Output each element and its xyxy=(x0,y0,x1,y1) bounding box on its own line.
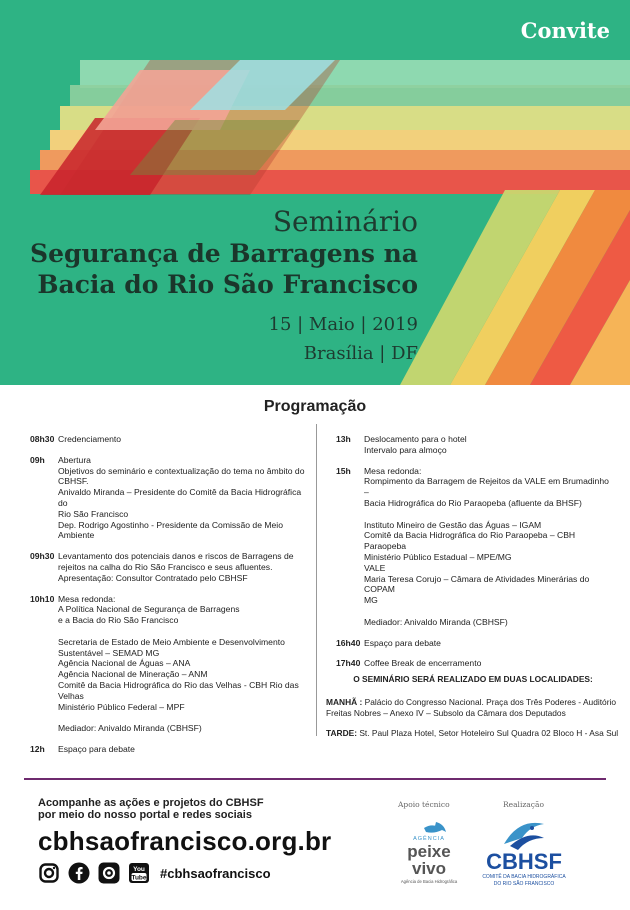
schedule-line: Coffee Break de encerramento xyxy=(364,658,482,669)
morning-label: MANHÃ : xyxy=(326,696,363,707)
schedule-entry xyxy=(336,466,616,628)
schedule-line: Apresentação: Consultor Contratado pelo CBHSF xyxy=(58,572,248,583)
schedule-line: e a Bacia do Rio São Francisco xyxy=(58,615,179,626)
schedule-line: Rio São Francisco xyxy=(58,508,129,519)
schedule-time: 09h xyxy=(30,454,45,465)
schedule-time: 16h40 xyxy=(336,637,361,648)
schedule-time: 17h40 xyxy=(336,658,361,669)
cbhsf-logo-sub2: DO RIO SÃO FRANCISCO xyxy=(493,881,555,887)
schedule-line xyxy=(364,509,616,520)
schedule-description xyxy=(58,744,312,755)
schedule-entry xyxy=(30,551,312,583)
follow-line1: Acompanhe as ações e projetos do CBHSF xyxy=(38,797,264,809)
locations-heading: O SEMINÁRIO SERÁ REALIZADO EM DUAS LOCALIDADES: xyxy=(353,674,593,684)
program-right-column xyxy=(336,434,616,679)
schedule-line: VALE xyxy=(364,562,386,573)
program-left-column xyxy=(30,434,312,765)
cbhsf-logo xyxy=(474,814,574,890)
schedule-entry xyxy=(30,434,312,445)
schedule-line: Espaço para debate xyxy=(364,637,441,648)
schedule-line: Mesa redonda: xyxy=(58,593,116,604)
schedule-line xyxy=(364,606,616,617)
schedule-line: Agência Nacional de Mineração – ANM xyxy=(58,669,208,680)
morning-text: Palácio do Congresso Nacional. Praça dos Três Poderes - Auditório Freitas Nobres – Anexo IV – Subsolo da Câmara dos Deputados xyxy=(326,696,617,718)
schedule-line: Dep. Rodrigo Agostinho - Presidente da Comissão de Meio xyxy=(58,519,283,530)
schedule-line: Sustentável – SEMAD MG xyxy=(58,647,160,658)
event-title-line2: Bacia do Rio São Francisco xyxy=(37,270,418,299)
schedule-description xyxy=(364,466,616,628)
schedule-line: Levantamento dos potenciais danos e riscos de Barragens de xyxy=(58,551,294,562)
schedule-line: Credenciamento xyxy=(58,434,122,444)
column-divider xyxy=(316,424,317,736)
schedule-line: Ministério Público Estadual – MPE/MG xyxy=(364,551,512,562)
svg-text:Tube: Tube xyxy=(131,874,147,882)
schedule-description xyxy=(58,434,312,445)
schedule-line: Agência Nacional de Águas – ANA xyxy=(58,658,191,669)
schedule-line: Abertura xyxy=(58,454,91,465)
schedule-line: MG xyxy=(364,595,378,606)
schedule-time: 08h30 xyxy=(30,434,55,444)
schedule-description xyxy=(58,455,312,541)
schedule-time: 13h xyxy=(336,434,351,444)
schedule-line: Comitê da Bacia Hidrográfica do Rio das Velhas - CBH Rio das xyxy=(58,679,299,690)
support-label: Apoio técnico xyxy=(398,800,450,809)
title-block xyxy=(0,206,418,364)
peixe-logo-line2: vivo xyxy=(411,859,447,878)
schedule-line: CBHSF. xyxy=(58,476,89,487)
social-links xyxy=(38,862,271,884)
schedule-line: Ambiente xyxy=(58,530,95,541)
schedule-line: Comitê da Bacia Hidrográfica do Rio Paraopeba – CBH Paraopeba xyxy=(364,530,576,552)
schedule-line: Rompimento da Barragem de Rejeitos da VALE em Brumadinho – xyxy=(364,476,609,498)
schedule-line: Deslocamento para o hotel xyxy=(364,434,467,444)
schedule-description xyxy=(58,594,312,734)
event-title-line1: Segurança de Barragens na xyxy=(30,239,418,268)
schedule-line xyxy=(58,712,312,723)
schedule-line: Instituto Mineiro de Gestão das Águas – IGAM xyxy=(364,519,542,530)
peixe-logo-top: AGÊNCIA xyxy=(413,836,445,842)
schedule-line: Anivaldo Miranda – Presidente do Comitê da Bacia Hidrográfica do xyxy=(58,487,302,508)
morning-location xyxy=(326,697,620,719)
schedule-line: Mesa redonda: xyxy=(364,465,422,476)
schedule-description xyxy=(364,658,616,669)
peixe-logo-sub: Agência de Bacia Hidrográfica xyxy=(400,879,458,884)
follow-text xyxy=(38,797,264,821)
schedule-line: Intervalo para almoço xyxy=(364,444,447,455)
schedule-entry xyxy=(336,638,616,649)
schedule-time: 09h30 xyxy=(30,551,55,562)
schedule-line: Maria Teresa Corujo – Câmara de Atividades Minerárias do COPAM xyxy=(364,573,590,595)
header-banner xyxy=(0,0,630,385)
schedule-line: Secretaria de Estado de Meio Ambiente e Desenvolvimento xyxy=(58,636,285,647)
schedule-entry xyxy=(336,658,616,669)
schedule-line: rejeitos na calha do Rio São Francisco e seus afluentes. xyxy=(58,561,273,572)
invite-badge: Convite xyxy=(520,18,610,43)
schedule-line: Objetivos do seminário e contextualização do tema no âmbito do xyxy=(58,465,305,476)
schedule-line: A Política Nacional de Segurança de Barragens xyxy=(58,604,240,615)
website-link[interactable]: cbhsaofrancisco.org.br xyxy=(38,826,332,856)
footer-divider xyxy=(24,778,606,780)
schedule-entry xyxy=(30,744,312,755)
schedule-time: 12h xyxy=(30,743,45,754)
locations-block xyxy=(326,674,620,749)
program-heading: Programação xyxy=(263,398,367,415)
schedule-description xyxy=(364,434,616,456)
flickr-icon[interactable] xyxy=(98,862,120,884)
follow-line2: por meio do nosso portal e redes sociais xyxy=(38,809,252,821)
schedule-line: Espaço para debate xyxy=(58,743,135,754)
schedule-line xyxy=(58,626,312,637)
peixe-logo-line1: peixe xyxy=(407,842,451,861)
event-type: Seminário xyxy=(272,205,418,238)
afternoon-text: St. Paul Plaza Hotel, Setor Hoteleiro Sul Quadra 02 Bloco H - Asa Sul xyxy=(357,728,619,739)
schedule-time: 10h10 xyxy=(30,593,55,604)
afternoon-location xyxy=(326,728,620,739)
event-date: 15 | Maio | 2019 xyxy=(268,314,418,335)
cbhsf-logo-sub1: COMITÊ DA BACIA HIDROGRÁFICA xyxy=(482,874,566,880)
cbhsf-logo-name: CBHSF xyxy=(486,849,562,874)
schedule-line: Mediador: Anivaldo Miranda (CBHSF) xyxy=(58,723,202,734)
schedule-entry xyxy=(336,434,616,456)
peixe-vivo-logo xyxy=(394,818,464,888)
facebook-icon[interactable] xyxy=(68,862,90,884)
afternoon-label: TARDE: xyxy=(326,728,358,739)
schedule-description xyxy=(58,551,312,583)
schedule-line: Mediador: Anivaldo Miranda (CBHSF) xyxy=(364,616,508,627)
svg-text:You: You xyxy=(133,866,145,873)
schedule-description xyxy=(364,638,616,649)
schedule-line: Ministério Público Federal – MPF xyxy=(58,701,185,712)
hashtag: #cbhsaofrancisco xyxy=(160,865,271,881)
youtube-icon[interactable] xyxy=(128,862,150,884)
schedule-entry xyxy=(30,455,312,541)
instagram-icon[interactable] xyxy=(38,862,60,884)
realization-label: Realização xyxy=(503,800,544,809)
schedule-time: 15h xyxy=(336,465,351,476)
schedule-entry xyxy=(30,594,312,734)
event-city: Brasília | DF xyxy=(303,343,418,364)
schedule-line: Bacia Hidrográfica do Rio Paraopeba (afluente da BHSF) xyxy=(364,497,582,508)
schedule-line: Velhas xyxy=(58,690,84,701)
